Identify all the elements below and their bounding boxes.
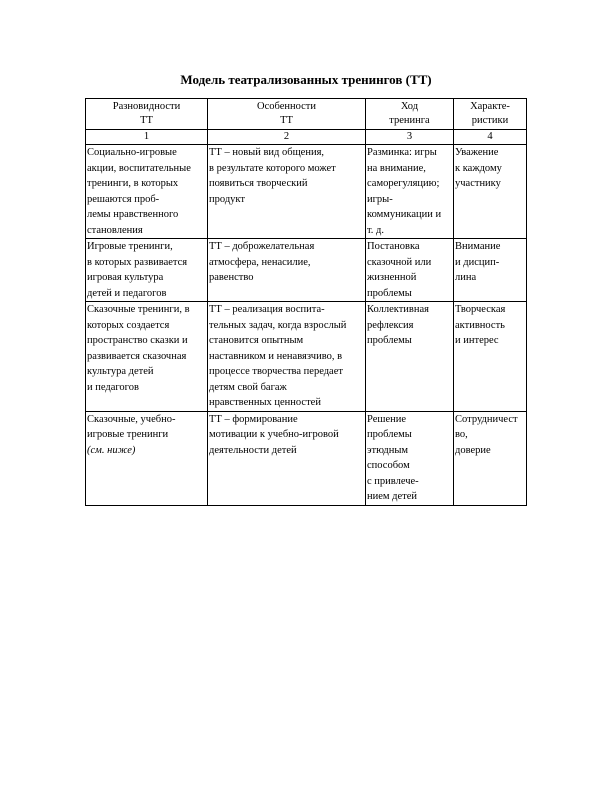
table-cell: [366, 239, 454, 302]
model-table: [85, 98, 527, 506]
table-cell: [86, 239, 208, 302]
cell-line: жизненной: [367, 272, 417, 283]
cell-line: развивается сказочная: [87, 350, 187, 362]
cell-line: детям свой багаж: [209, 381, 287, 393]
cell-line: проблемы: [367, 335, 412, 346]
table-row: [86, 411, 527, 505]
cell-line: доверие: [455, 444, 491, 456]
cell-line: детей и педагогов: [87, 287, 167, 299]
cell-line: Разновидности: [112, 101, 181, 112]
cell-line: игровые тренинги: [87, 429, 169, 440]
document-title: Модель театрализованных тренингов (ТТ): [180, 72, 432, 87]
cell-line: решаются проб-: [87, 193, 160, 205]
table-cell: [366, 145, 454, 239]
column-header: [86, 99, 208, 130]
column-number: 2: [208, 130, 366, 145]
table-cell: [454, 145, 527, 239]
table-cell: [454, 411, 527, 505]
cell-line: и интерес: [455, 335, 499, 346]
table-cell: [86, 145, 208, 239]
cell-line: Творческая: [455, 304, 506, 315]
cell-line: которых создается: [87, 319, 170, 331]
cell-line: пространство сказки и: [87, 335, 188, 346]
cell-line: ТТ: [140, 115, 153, 126]
cell-line: Ход: [400, 101, 419, 112]
table-cell: [208, 145, 366, 239]
cell-line: становления: [87, 224, 143, 236]
column-number-row: [86, 130, 527, 145]
table-cell: [208, 239, 366, 302]
cell-line: ристики: [471, 115, 509, 126]
table-cell: [366, 302, 454, 412]
cell-line: рефлексия: [367, 319, 414, 331]
column-number: 1: [86, 130, 208, 145]
cell-line: в которых развивается: [87, 256, 188, 268]
cell-line: наставником и ненавязчиво, в: [209, 350, 343, 362]
cell-line: коммуникации и: [367, 209, 442, 220]
table-cell: [454, 302, 527, 412]
cell-line: ТТ – доброжелательная: [209, 241, 315, 252]
cell-line: продукт: [209, 193, 245, 205]
cell-line: сказочной или: [367, 256, 432, 268]
cell-line: Игровые тренинги,: [87, 241, 173, 252]
cell-line: мотивации к учебно-игровой: [209, 429, 339, 440]
cell-line: Уважение: [455, 147, 499, 158]
cell-line: Характе-: [470, 101, 510, 112]
cell-line: Коллективная: [367, 304, 429, 315]
cell-line: проблемы: [367, 287, 412, 299]
table-cell: [208, 411, 366, 505]
table-cell: [208, 302, 366, 412]
cell-line: саморегуляцию;: [367, 178, 440, 189]
cell-line: активность: [455, 319, 505, 331]
table-cell: [454, 239, 527, 302]
cell-line: Особенности: [257, 101, 316, 112]
table-row: [86, 145, 527, 239]
column-header: [208, 99, 366, 130]
column-header: [454, 99, 527, 130]
table-cell: [366, 411, 454, 505]
cell-line: к каждому: [455, 162, 502, 174]
cell-line: лемы нравственного: [87, 209, 179, 220]
cell-line: ТТ: [280, 115, 293, 126]
table-row: [86, 239, 527, 302]
cell-line: проблемы: [367, 429, 412, 440]
cell-line: участнику: [455, 178, 501, 189]
cell-line: нием детей: [367, 491, 418, 502]
cell-line: нравственных ценностей: [209, 397, 321, 408]
cell-line: с привлече-: [367, 475, 419, 487]
cell-line: становится опытным: [209, 335, 304, 346]
cell-line: тельных задач, когда взрослый: [209, 319, 347, 331]
cell-line: Внимание: [455, 241, 501, 252]
cell-line: процессе творчества передает: [209, 366, 343, 377]
cell-line: ТТ – реализация воспита-: [209, 304, 325, 315]
cell-line: деятельности детей: [209, 444, 297, 456]
cell-line: в результате которого может: [209, 162, 336, 174]
cell-line: этюдным: [367, 444, 409, 456]
cell-line: на внимание,: [367, 162, 426, 174]
cell-line: игровая культура: [87, 272, 164, 283]
table-cell: [86, 302, 208, 412]
cell-line: Сказочные тренинги, в: [87, 304, 190, 315]
cell-line: Постановка: [367, 241, 420, 252]
table-header-row: [86, 99, 527, 130]
cell-line: ТТ – формирование: [209, 413, 298, 425]
cell-line: и педагогов: [87, 381, 139, 393]
table-cell: [86, 411, 208, 505]
column-number: 3: [366, 130, 454, 145]
cell-line: и дисцип-: [455, 256, 500, 268]
column-number: 4: [454, 130, 527, 145]
cell-line: акции, воспитательные: [87, 162, 191, 174]
cell-line: тренинга: [389, 115, 430, 126]
cell-line: способом: [367, 460, 410, 471]
column-header: [366, 99, 454, 130]
cell-line: лина: [455, 272, 477, 283]
cell-line: равенство: [209, 272, 254, 283]
cell-line: Разминка: игры: [367, 147, 437, 158]
see-below-note: (см. ниже): [87, 444, 136, 456]
cell-line: Решение: [367, 413, 407, 425]
cell-line: Сотрудничест: [455, 413, 518, 425]
cell-line: культура детей: [87, 366, 154, 377]
cell-line: т. д.: [367, 224, 385, 236]
cell-line: ТТ – новый вид общения,: [209, 147, 325, 158]
cell-line: во,: [455, 429, 468, 440]
cell-line: Сказочные, учебно-: [87, 413, 176, 425]
table-row: [86, 302, 527, 412]
cell-line: Социально-игровые: [87, 147, 177, 158]
cell-line: появиться творческий: [209, 178, 308, 189]
cell-line: атмосфера, ненасилие,: [209, 256, 311, 268]
cell-line: игры-: [367, 193, 393, 205]
cell-line: тренинги, в которых: [87, 178, 179, 189]
